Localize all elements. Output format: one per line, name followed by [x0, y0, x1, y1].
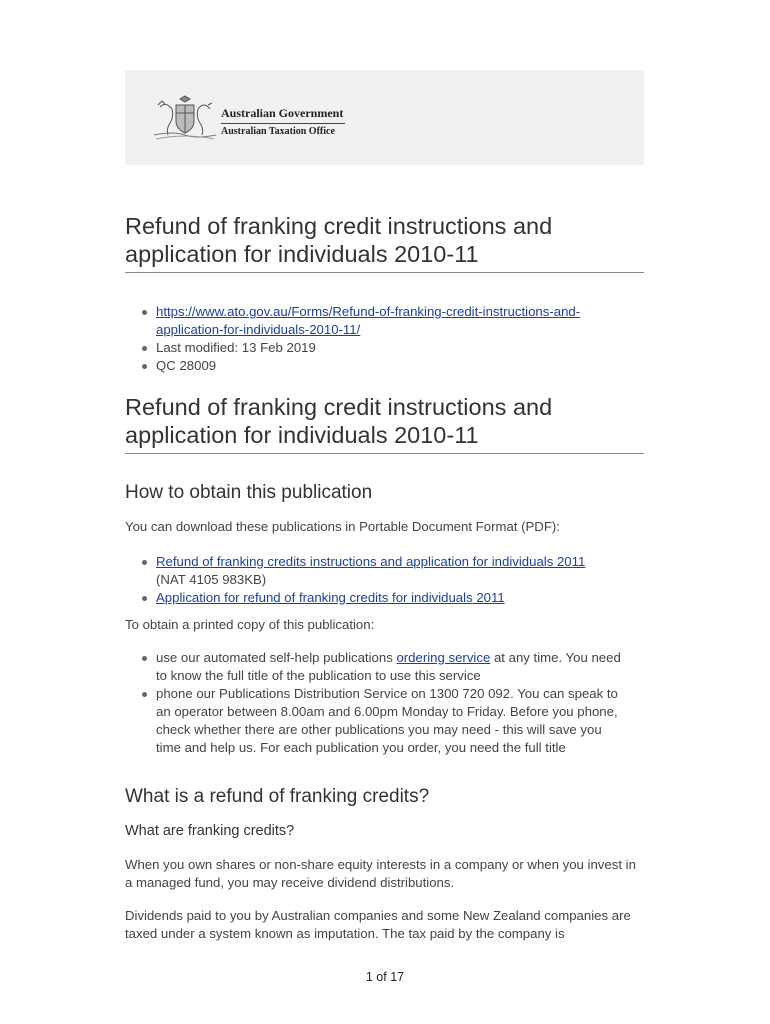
- list-item: [125, 589, 625, 607]
- list-item: Last modified: 13 Feb 2019: [125, 339, 625, 357]
- meta-list: [125, 303, 625, 375]
- header-divider: [221, 123, 345, 124]
- coat-of-arms-icon: [152, 95, 218, 141]
- ordering-service-link[interactable]: ordering service: [396, 650, 491, 665]
- bullet-text: at any time. You need to know the full title of the publication to use this service: [156, 650, 621, 683]
- franking-credits-subheading: What are franking credits?: [125, 823, 295, 839]
- list-item: [125, 303, 625, 339]
- pdf-size-note: (NAT 4105 983KB): [156, 572, 267, 587]
- printed-list: [125, 649, 625, 757]
- obtain-intro: You can download these publications in Portable Document Format (PDF):: [125, 519, 560, 534]
- obtain-heading: How to obtain this publication: [125, 482, 373, 503]
- list-item: [125, 649, 625, 685]
- list-item: phone our Publications Distribution Service on 1300 720 092. You can speak to an operator between 8.00am and 6.00pm Monday to Friday. Before you phone, check whether there are other publications you may need - this will save you time and help us. For each publication you order, you need the full title: [125, 685, 625, 757]
- pdf-link-application[interactable]: Application for refund of franking credits for individuals 2011: [156, 590, 505, 605]
- agency-name: Australian Taxation Office: [221, 126, 335, 137]
- what-is-heading: What is a refund of franking credits?: [125, 786, 430, 807]
- list-item: QC 28009: [125, 357, 625, 375]
- section-title: Refund of franking credit instructions and application for individuals 2010-11: [125, 393, 644, 454]
- list-item: [125, 553, 625, 589]
- paragraph: Dividends paid to you by Australian companies and some New Zealand companies are taxed under a system known as imputation. The tax paid by the company is: [125, 908, 631, 941]
- printed-intro: To obtain a printed copy of this publication:: [125, 617, 375, 632]
- pdf-list: [125, 553, 625, 607]
- page-number: 1 of 17: [365, 970, 405, 984]
- source-url-link[interactable]: https://www.ato.gov.au/Forms/Refund-of-franking-credit-instructions-and-application-for-individuals-2010-11/: [156, 304, 581, 337]
- bullet-text: use our automated self-help publications: [156, 650, 397, 665]
- page-title: Refund of franking credit instructions and application for individuals 2010-11: [125, 212, 644, 273]
- pdf-link-instructions[interactable]: Refund of franking credits instructions and application for individuals 2011: [156, 554, 586, 569]
- paragraph: When you own shares or non-share equity interests in a company or when you invest in a managed fund, you may receive dividend distributions.: [125, 857, 636, 890]
- gov-name: Australian Government: [221, 106, 344, 120]
